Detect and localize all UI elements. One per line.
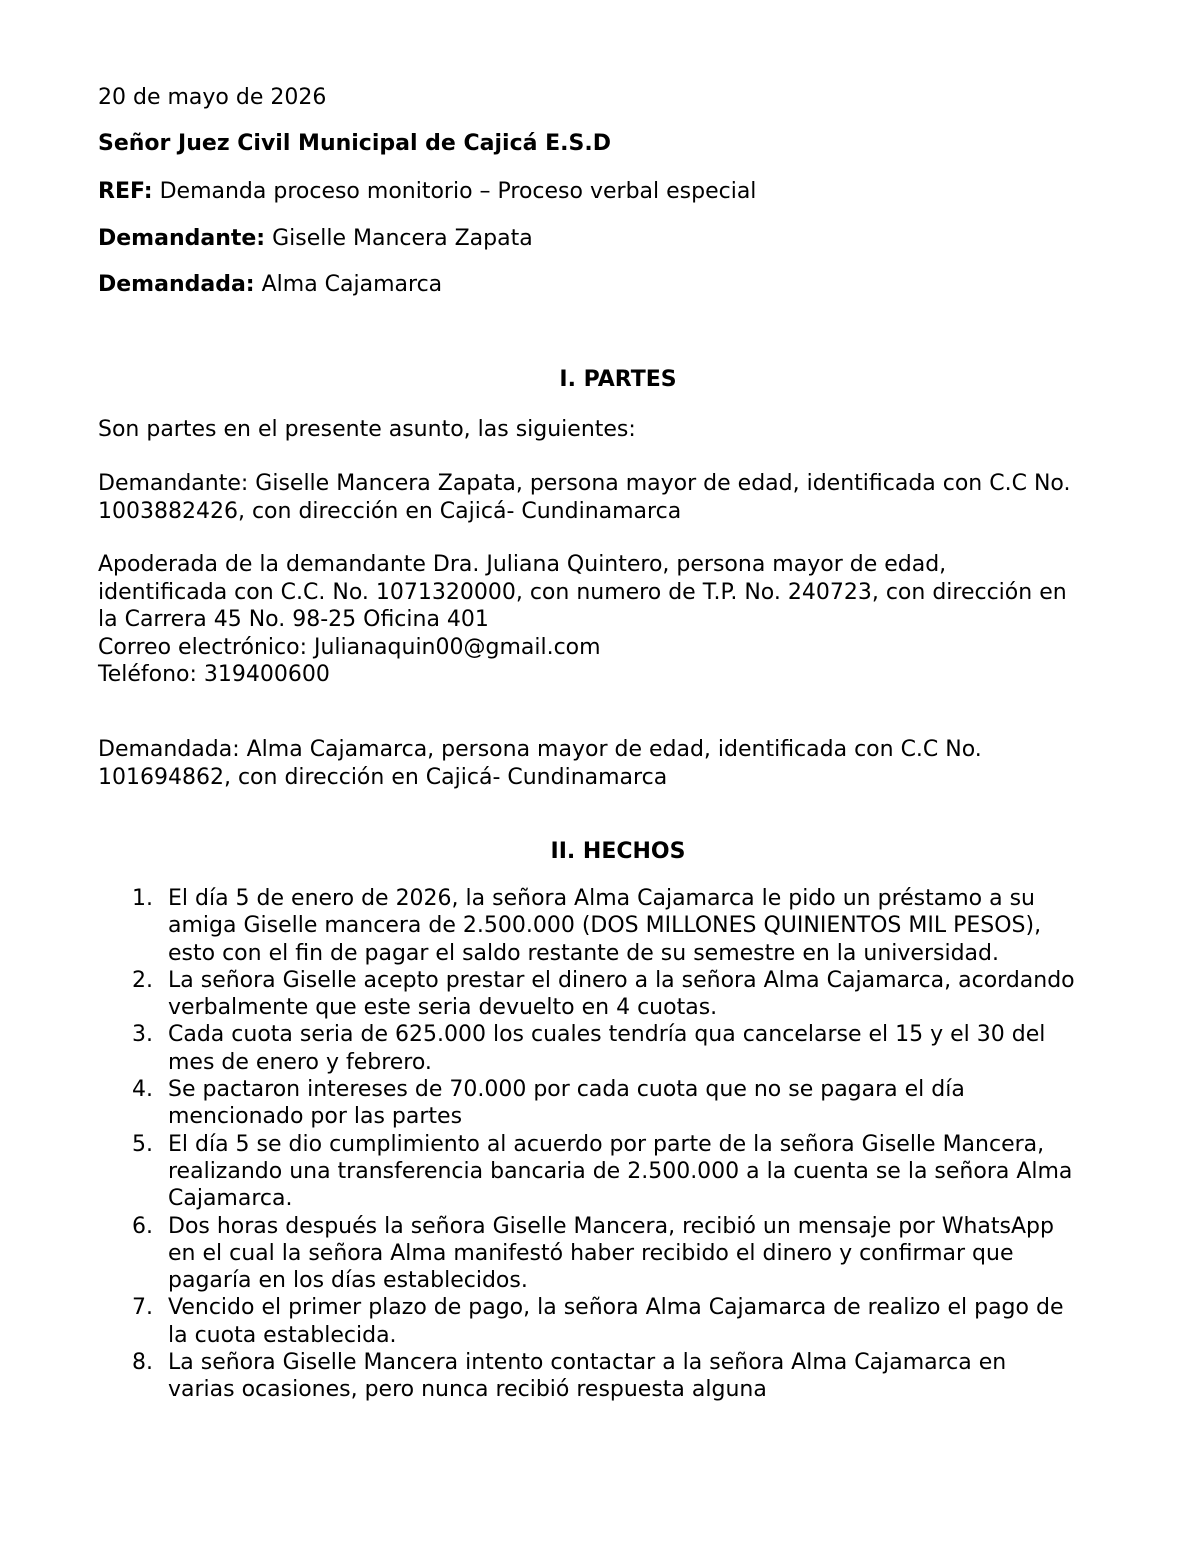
list-item-line: La señora Giselle Mancera intento contactar a la señora Alma Cajamarca en <box>168 1350 1007 1376</box>
list-item <box>98 1076 1158 1131</box>
document-date: 20 de mayo de 2026 <box>98 85 327 110</box>
defendant-line <box>98 271 442 299</box>
section-title-hechos: II. HECHOS <box>550 839 686 864</box>
list-number: 4. <box>132 1077 153 1103</box>
paragraph-line: identificada con C.C. No. 1071320000, con numero de T.P. No. 240723, con dirección en <box>98 579 1067 605</box>
paragraph-line: la Carrera 45 No. 98-25 Oficina 401 <box>98 607 489 632</box>
reference-label: REF: <box>98 179 153 204</box>
paragraph-line: Demandante: Giselle Mancera Zapata, persona mayor de edad, identificada con C.C No. <box>98 471 1071 496</box>
list-item <box>98 1294 1158 1349</box>
list-item-line: Dos horas después la señora Giselle Mancera, recibió un mensaje por WhatsApp <box>168 1213 1054 1239</box>
addressee: Señor Juez Civil Municipal de Cajicá E.S.D <box>98 131 611 156</box>
list-number: 2. <box>132 967 153 993</box>
list-item-line: en el cual la señora Alma manifestó haber recibido el dinero y confirmar que <box>168 1240 1014 1266</box>
list-item-line: esto con el fin de pagar el saldo restante de su semestre en la universidad. <box>168 940 999 966</box>
reference-line <box>98 178 756 206</box>
paragraph-line: Apoderada de la demandante Dra. Juliana Quintero, persona mayor de edad, <box>98 552 947 577</box>
list-item-line: Cada cuota seria de 625.000 los cuales tendría qua cancelarse el 15 y el 30 del <box>168 1022 1046 1048</box>
list-item <box>98 885 1158 967</box>
apoderada-paragraph <box>98 551 1148 689</box>
list-item-line: El día 5 se dio cumplimiento al acuerdo por parte de la señora Giselle Mancera, <box>168 1131 1045 1157</box>
list-item-line: realizando una transferencia bancaria de 2.500.000 a la cuenta se la señora Alma <box>168 1158 1073 1184</box>
list-item <box>98 1213 1158 1295</box>
list-item-line: El día 5 de enero de 2026, la señora Alma Cajamarca le pido un préstamo a su <box>168 886 1036 911</box>
hechos-list <box>98 885 1158 1404</box>
list-number: 8. <box>132 1350 153 1376</box>
phone-line: Teléfono: 319400600 <box>98 662 330 687</box>
list-item-line: amiga Giselle mancera de 2.500.000 (DOS MILLONES QUINIENTOS MIL PESOS), <box>168 913 1042 939</box>
plaintiff-label: Demandante: <box>98 226 266 251</box>
list-item <box>98 1349 1158 1404</box>
list-item-line: Cajamarca. <box>168 1186 293 1212</box>
paragraph-line: 101694862, con dirección en Cajicá- Cundinamarca <box>98 764 668 790</box>
list-item-line: Se pactaron intereses de 70.000 por cada cuota que no se pagara el día <box>168 1077 965 1103</box>
list-item-line: pagaría en los días establecidos. <box>168 1268 528 1294</box>
list-item-line: mes de enero y febrero. <box>168 1049 432 1075</box>
demandante-paragraph <box>98 470 1148 525</box>
list-number: 7. <box>132 1295 153 1321</box>
list-item-line: La señora Giselle acepto prestar el dinero a la señora Alma Cajamarca, acordando <box>168 967 1075 993</box>
email-line: Correo electrónico: Julianaquin00@gmail.com <box>98 634 601 660</box>
list-number: 1. <box>132 886 153 911</box>
list-item-line: la cuota establecida. <box>168 1322 397 1348</box>
list-number: 3. <box>132 1022 153 1048</box>
demandada-paragraph <box>98 736 1148 791</box>
plaintiff-value: Giselle Mancera Zapata <box>265 226 533 251</box>
list-item <box>98 1021 1158 1076</box>
plaintiff-line <box>98 225 533 253</box>
list-number: 6. <box>132 1213 153 1239</box>
defendant-value: Alma Cajamarca <box>254 272 443 297</box>
reference-value: Demanda proceso monitorio – Proceso verbal especial <box>152 179 757 204</box>
defendant-label: Demandada: <box>98 272 255 297</box>
partes-intro: Son partes en el presente asunto, las siguientes: <box>98 417 636 442</box>
list-item <box>98 1131 1158 1213</box>
list-item-line: Vencido el primer plazo de pago, la señora Alma Cajamarca de realizo el pago de <box>168 1295 1064 1321</box>
paragraph-line: Demandada: Alma Cajamarca, persona mayor de edad, identificada con C.C No. <box>98 737 982 762</box>
section-title-partes: I. PARTES <box>559 367 677 392</box>
paragraph-line: 1003882426, con dirección en Cajicá- Cundinamarca <box>98 498 682 524</box>
list-item-line: varias ocasiones, pero nunca recibió respuesta alguna <box>168 1377 767 1403</box>
list-item-line: mencionado por las partes <box>168 1104 463 1130</box>
list-item-line: verbalmente que este seria devuelto en 4 cuotas. <box>168 995 718 1021</box>
list-number: 5. <box>132 1131 153 1157</box>
list-item <box>98 967 1158 1022</box>
